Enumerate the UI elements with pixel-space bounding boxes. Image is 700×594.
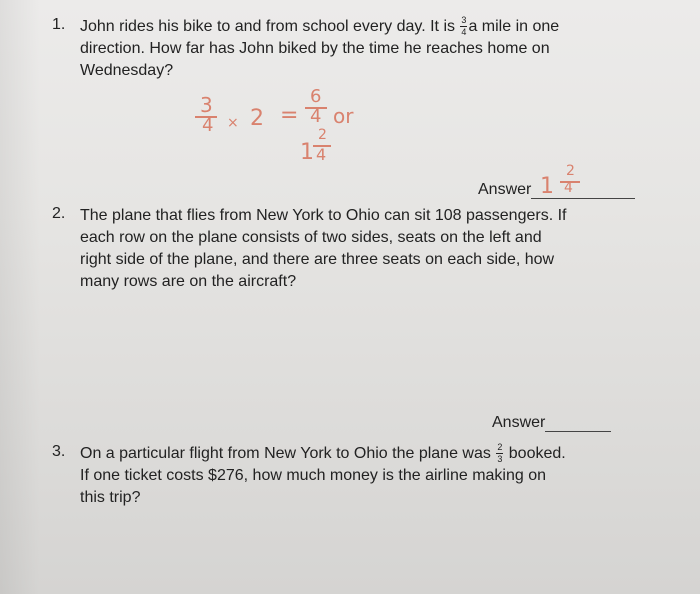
question-3-number: 3.	[52, 443, 66, 460]
question-1-text	[80, 16, 640, 82]
answer-1-hand-whole: 1	[540, 174, 554, 199]
question-1-line-1: John rides his bike to and from school every day. It is $\frac{3}{4}$ a mile in one	[80, 15, 560, 38]
hand-frac-num: 3	[200, 93, 213, 117]
hand-mixed-den: 4	[316, 145, 327, 164]
question-2-line-2: each row on the plane consists of two sides, seats on the left and	[80, 229, 542, 246]
answer-1-hand-num: 2	[566, 163, 575, 179]
question-2-line-4: many rows are on the aircraft?	[80, 273, 297, 290]
fraction-two-thirds: $\frac{2}{3}$	[497, 442, 503, 465]
question-2-line-1: The plane that flies from New York to Ohio can sit 108 passengers. If	[80, 207, 567, 224]
question-1-line-3: Wednesday?	[80, 62, 174, 79]
hand-mixed-num: 2	[318, 127, 327, 143]
answer-1-hand-den: 4	[564, 180, 573, 196]
hand-times: ×	[227, 115, 239, 131]
hand-equals: =	[280, 103, 299, 128]
hand-result-num: 6	[310, 86, 322, 107]
page-shadow	[0, 0, 40, 594]
question-1-line-2: direction. How far has John biked by the time he reaches home on	[80, 40, 550, 57]
answer-1	[478, 180, 635, 199]
hand-frac-den: 4	[202, 115, 214, 136]
question-2-text	[80, 205, 640, 293]
question-3-line-1: On a particular flight from New York to Ohio the plane was $\frac{2}{3}$ booked.	[80, 442, 566, 465]
hand-result-den: 4	[310, 106, 322, 127]
answer-1-label: Answer	[478, 181, 532, 198]
question-1-number: 1.	[52, 16, 66, 33]
question-3-text	[80, 443, 640, 509]
hand-or: or	[333, 104, 354, 128]
answer-2-field[interactable]	[545, 413, 611, 432]
answer-2	[492, 413, 611, 432]
fraction-three-quarters: $\frac{3}{4}$	[461, 15, 467, 38]
hand-two: 2	[250, 106, 264, 131]
hand-mixed-whole: 1	[300, 140, 314, 165]
answer-2-label: Answer	[492, 414, 546, 431]
question-3-line-2: If one ticket costs $276, how much money is the airline making on	[80, 467, 547, 484]
question-2-number: 2.	[52, 205, 66, 222]
question-2-line-3: right side of the plane, and there are three seats on each side, how	[80, 251, 555, 268]
question-3-line-3: this trip?	[80, 489, 141, 506]
